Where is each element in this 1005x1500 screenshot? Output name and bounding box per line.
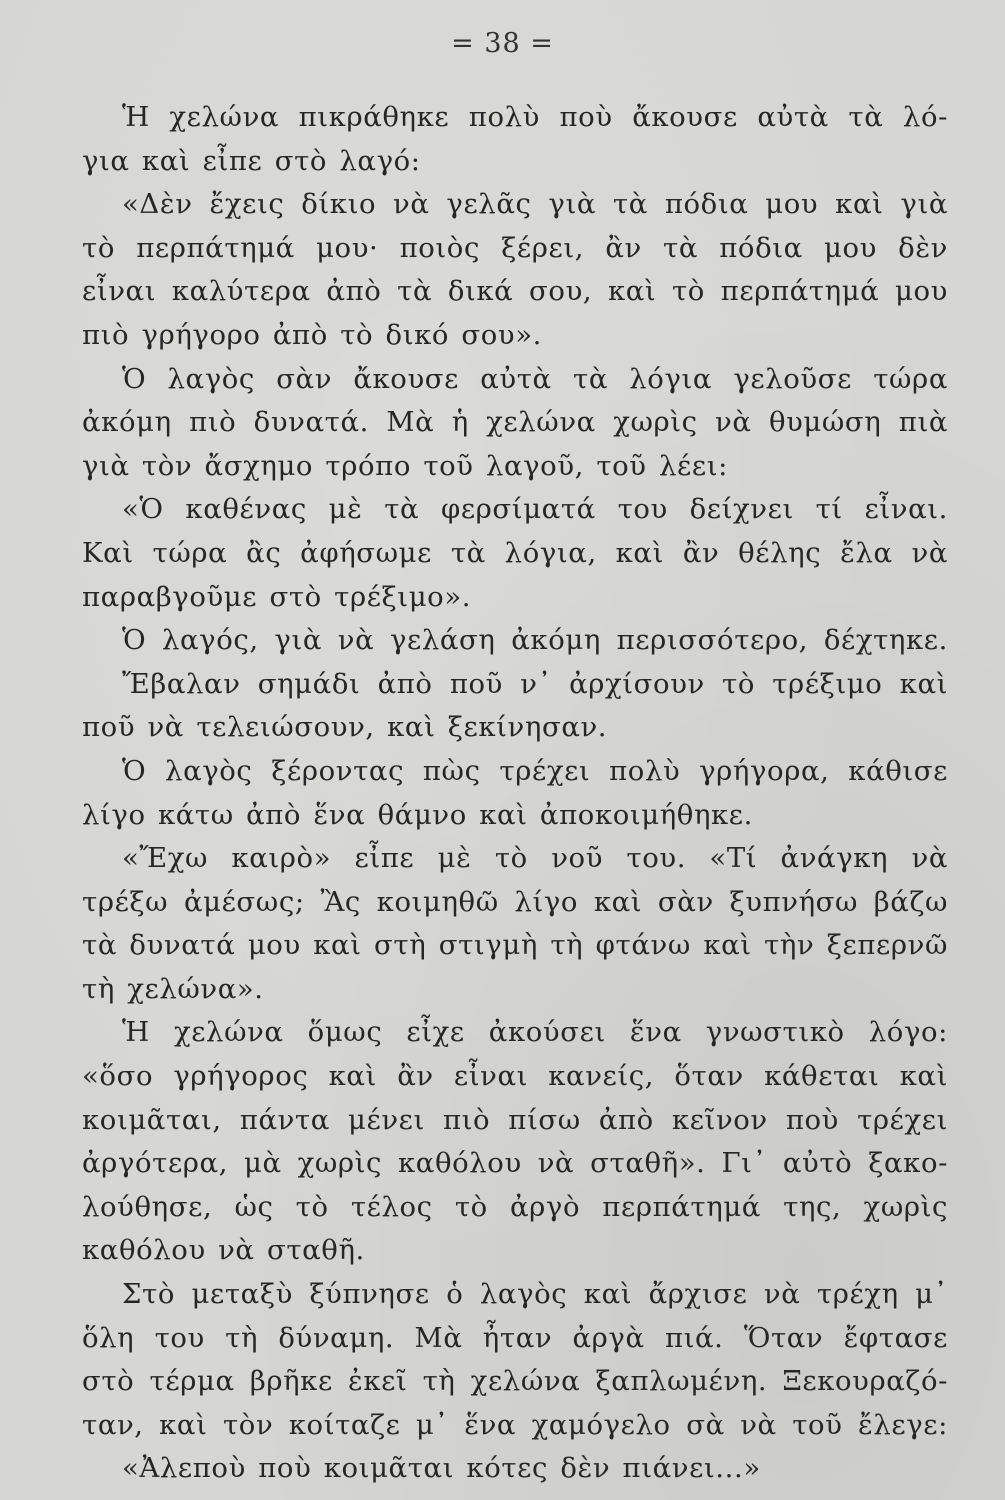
text-line: τὴ χελώνα». — [82, 972, 264, 1005]
text-line: Καὶ τώρα ἂς ἀφήσωμε τὰ λόγια, καὶ ἂν θέλης ἔλα νὰ — [82, 536, 948, 569]
text-line: ποῦ νὰ τελειώσουν, καὶ ξεκίνησαν. — [82, 711, 608, 744]
text-line: παραβγοῦμε στὸ τρέξιμο». — [82, 580, 472, 613]
body-text — [82, 96, 948, 1491]
text-line: Ἡ χελώνα ὅμως εἶχε ἀκούσει ἕνα γνωστικὸ λόγο: — [122, 1016, 948, 1049]
page-number: = 38 = — [451, 28, 554, 59]
text-line: τὰ δυνατά μου καὶ στὴ στιγμὴ τὴ φτάνω καὶ τὴν ξεπερνῶ — [82, 929, 948, 962]
text-line: τρέξω ἀμέσως; Ἂς κοιμηθῶ λίγο καὶ σὰν ξυπνήσω βάζω — [82, 885, 948, 918]
text-line: «Δὲν ἔχεις δίκιο νὰ γελᾶς γιὰ τὰ πόδια μου καὶ γιὰ — [122, 188, 948, 221]
text-line: ἀργότερα, μὰ χωρὶς καθόλου νὰ σταθῆ». Γι᾿ αὐτὸ ξακο- — [82, 1147, 948, 1180]
text-line: ὅλη του τὴ δύναμη. Μὰ ἦταν ἀργὰ πιά. Ὅταν ἔφτασε — [82, 1321, 948, 1354]
text-line: στὸ τέρμα βρῆκε ἐκεῖ τὴ χελώνα ξαπλωμένη. Ξεκουραζό- — [82, 1365, 948, 1398]
text-line: Ἔβαλαν σημάδι ἀπὸ ποῦ ν᾿ ἀρχίσουν τὸ τρέξιμο καὶ — [122, 667, 948, 700]
text-line: γιὰ τὸν ἄσχημο τρόπο τοῦ λαγοῦ, τοῦ λέει: — [82, 449, 728, 482]
text-line: εἶναι καλύτερα ἀπὸ τὰ δικά σου, καὶ τὸ περπάτημά μου — [82, 275, 948, 308]
text-line: Ὁ λαγός, γιὰ νὰ γελάση ἀκόμη περισσότερο, δέχτηκε. — [122, 624, 948, 657]
text-line: για καὶ εἶπε στὸ λαγό: — [82, 144, 421, 177]
text-line: πιὸ γρήγορο ἀπὸ τὸ δικό σου». — [82, 318, 542, 351]
text-line: τὸ περπάτημά μου· ποιὸς ξέρει, ἂν τὰ πόδια μου δὲν — [82, 231, 948, 264]
text-line: καθόλου νὰ σταθῆ. — [82, 1234, 365, 1267]
text-line: κοιμᾶται, πάντα μένει πιὸ πίσω ἀπὸ κεῖνον ποὺ τρέχει — [82, 1103, 948, 1136]
text-line: Στὸ μεταξὺ ξύπνησε ὁ λαγὸς καὶ ἄρχισε νὰ τρέχη μ᾿ — [122, 1278, 948, 1311]
text-line: Ὁ λαγὸς σὰν ἄκουσε αὐτὰ τὰ λόγια γελοῦσε τώρα — [122, 362, 948, 395]
text-line: «Ἔχω καιρὸ» εἶπε μὲ τὸ νοῦ του. «Τί ἀνάγκη νὰ — [122, 842, 948, 875]
text-line: ταν, καὶ τὸν κοίταζε μ᾿ ἕνα χαμόγελο σὰ νὰ τοῦ ἔλεγε: — [82, 1408, 948, 1441]
text-line: Ὁ λαγὸς ξέροντας πὼς τρέχει πολὺ γρήγορα, κάθισε — [122, 754, 948, 787]
text-line: «ὅσο γρήγορος καὶ ἂν εἶναι κανείς, ὅταν κάθεται καὶ — [82, 1060, 948, 1093]
text-line: λίγο κάτω ἀπὸ ἕνα θάμνο καὶ ἀποκοιμήθηκε. — [82, 798, 753, 831]
text-line: λούθησε, ὡς τὸ τέλος τὸ ἀργὸ περπάτημά της, χωρὶς — [82, 1190, 948, 1223]
text-line: Ἡ χελώνα πικράθηκε πολὺ ποὺ ἄκουσε αὐτὰ τὰ λό- — [122, 101, 948, 133]
text-line: ἀκόμη πιὸ δυνατά. Μὰ ἡ χελώνα χωρὶς νὰ θυμώση πιὰ — [82, 406, 948, 439]
text-line: «Ἀλεποὺ ποὺ κοιμᾶται κότες δὲν πιάνει...» — [122, 1452, 761, 1485]
text-line: «Ὁ καθένας μὲ τὰ φερσίματά του δείχνει τί εἶναι. — [122, 493, 948, 526]
